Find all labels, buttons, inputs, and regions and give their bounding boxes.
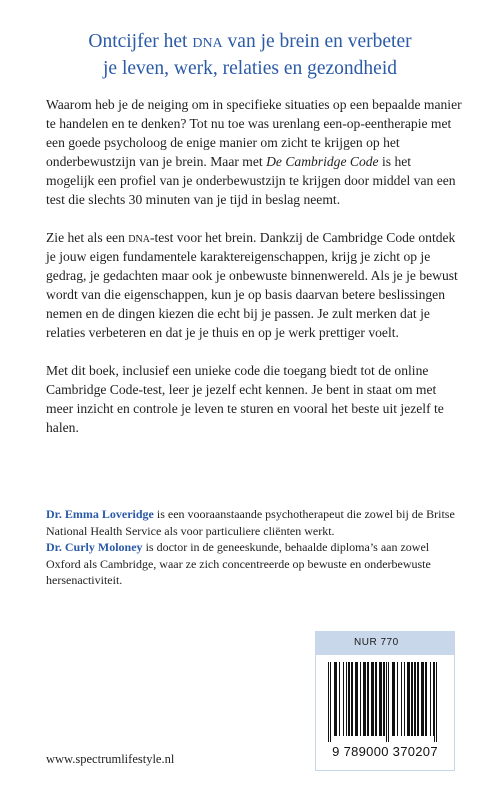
barcode-bar bbox=[436, 662, 437, 742]
publisher-website: www.spectrumlifestyle.nl bbox=[46, 752, 175, 766]
paragraph-1 bbox=[46, 95, 462, 209]
barcode-panel bbox=[315, 631, 455, 771]
barcode-bar bbox=[425, 662, 427, 736]
barcode-bar bbox=[379, 662, 382, 736]
paragraph-3: Met dit boek, inclusief een unieke code die toegang biedt tot de online Cambridge Code-test, leer je jezelf echt kennen. Je bent in staat om met meer inzicht en controle je leven te sturen en vooral het beste uit jezelf te halen. bbox=[46, 363, 444, 435]
barcode-bar bbox=[383, 662, 385, 736]
headline-part1: Ontcijfer het bbox=[88, 31, 193, 52]
isbn-barcode bbox=[324, 662, 446, 742]
p1-before: Waarom heb je de neiging om in specifieke situaties op een bepaalde manier te handelen en te denken? Tot nu toe was urenlang een-op-eentherapie met een goede psycholoog de enige manier om zicht te krijgen op het onderbewustzijn van je brein. Maar met bbox=[46, 97, 462, 169]
barcode-bar bbox=[355, 662, 358, 736]
paragraph-2 bbox=[46, 228, 462, 342]
headline-line2: je leven, werk, relaties en gezondheid bbox=[103, 58, 397, 79]
barcode-bar bbox=[360, 662, 361, 736]
barcode-bar bbox=[417, 662, 419, 736]
barcode-bar bbox=[421, 662, 424, 736]
p2-after: -test voor het brein. Dankzij de Cambridge Code ontdek je jouw eigen fundamentele karaktereigenschappen, krijg je zicht op je gedrag, je gedachten maar ook je onbewuste binnenwereld. Als je je bewust wordt van die eigenschappen, kun je op basis daarvan betere beslissingen nemen en de dingen kiezen die echt bij je passen. Je zult merken dat je relaties verbeteren en dat je je thuis en op je werk prettiger voelt. bbox=[46, 230, 458, 340]
p1-after: is het mogelijk een profiel van je onderbewustzijn te krijgen door middel van een test die slechts 30 minuten van je tijd in beslag neemt. bbox=[46, 154, 456, 207]
author-name-1: Dr. Emma Loveridge bbox=[46, 507, 154, 521]
barcode-bar bbox=[434, 662, 435, 742]
barcode-bar bbox=[346, 662, 347, 736]
barcode-bar bbox=[371, 662, 374, 736]
author-text-1: is een vooraanstaande psychotherapeut die zowel bij de Britse National Health Service als voor particuliere cliënten werkt. bbox=[46, 507, 455, 538]
barcode-bar bbox=[386, 662, 387, 742]
barcode-bar bbox=[397, 662, 398, 736]
barcode-bar bbox=[414, 662, 416, 736]
barcode-bar bbox=[407, 662, 410, 736]
author-name-2: Dr. Curly Moloney bbox=[46, 540, 143, 554]
blurb bbox=[46, 95, 462, 456]
author-bio-1 bbox=[46, 506, 466, 539]
barcode-bar bbox=[433, 662, 434, 736]
barcode-bar bbox=[328, 662, 329, 742]
author-bios bbox=[46, 506, 466, 589]
barcode-bar bbox=[430, 662, 431, 736]
barcode-bar bbox=[404, 662, 405, 736]
barcode-bar bbox=[392, 662, 395, 736]
barcode-bar bbox=[367, 662, 369, 736]
barcode-bar bbox=[411, 662, 413, 736]
barcode-bar bbox=[339, 662, 340, 736]
p2-before: Zie het als een bbox=[46, 230, 129, 245]
book-title: De Cambridge Code bbox=[266, 154, 379, 169]
barcode-bar bbox=[375, 662, 377, 736]
nur-code: NUR 770 bbox=[354, 637, 399, 648]
barcode-bar bbox=[401, 662, 402, 736]
headline-part2: van je brein en verbeter bbox=[222, 31, 412, 52]
barcode-bar bbox=[351, 662, 353, 736]
headline bbox=[30, 28, 470, 82]
barcode-bar bbox=[348, 662, 350, 736]
isbn-number: 9 789000 370207 bbox=[332, 744, 438, 759]
barcode-bar bbox=[330, 662, 331, 742]
barcode-bar bbox=[343, 662, 344, 736]
barcode-bar bbox=[334, 662, 337, 736]
author-bio-2 bbox=[46, 539, 466, 589]
headline-dna: dna bbox=[192, 31, 223, 52]
p2-dna: dna bbox=[128, 230, 150, 245]
barcode-bar bbox=[363, 662, 366, 736]
author-text-2: is doctor in de geneeskunde, behaalde diploma’s aan zowel Oxford als Cambridge, waar ze zich concentreerde op bewuste en onderbewuste hersenactiviteit. bbox=[46, 540, 431, 587]
barcode-bar bbox=[388, 662, 389, 742]
